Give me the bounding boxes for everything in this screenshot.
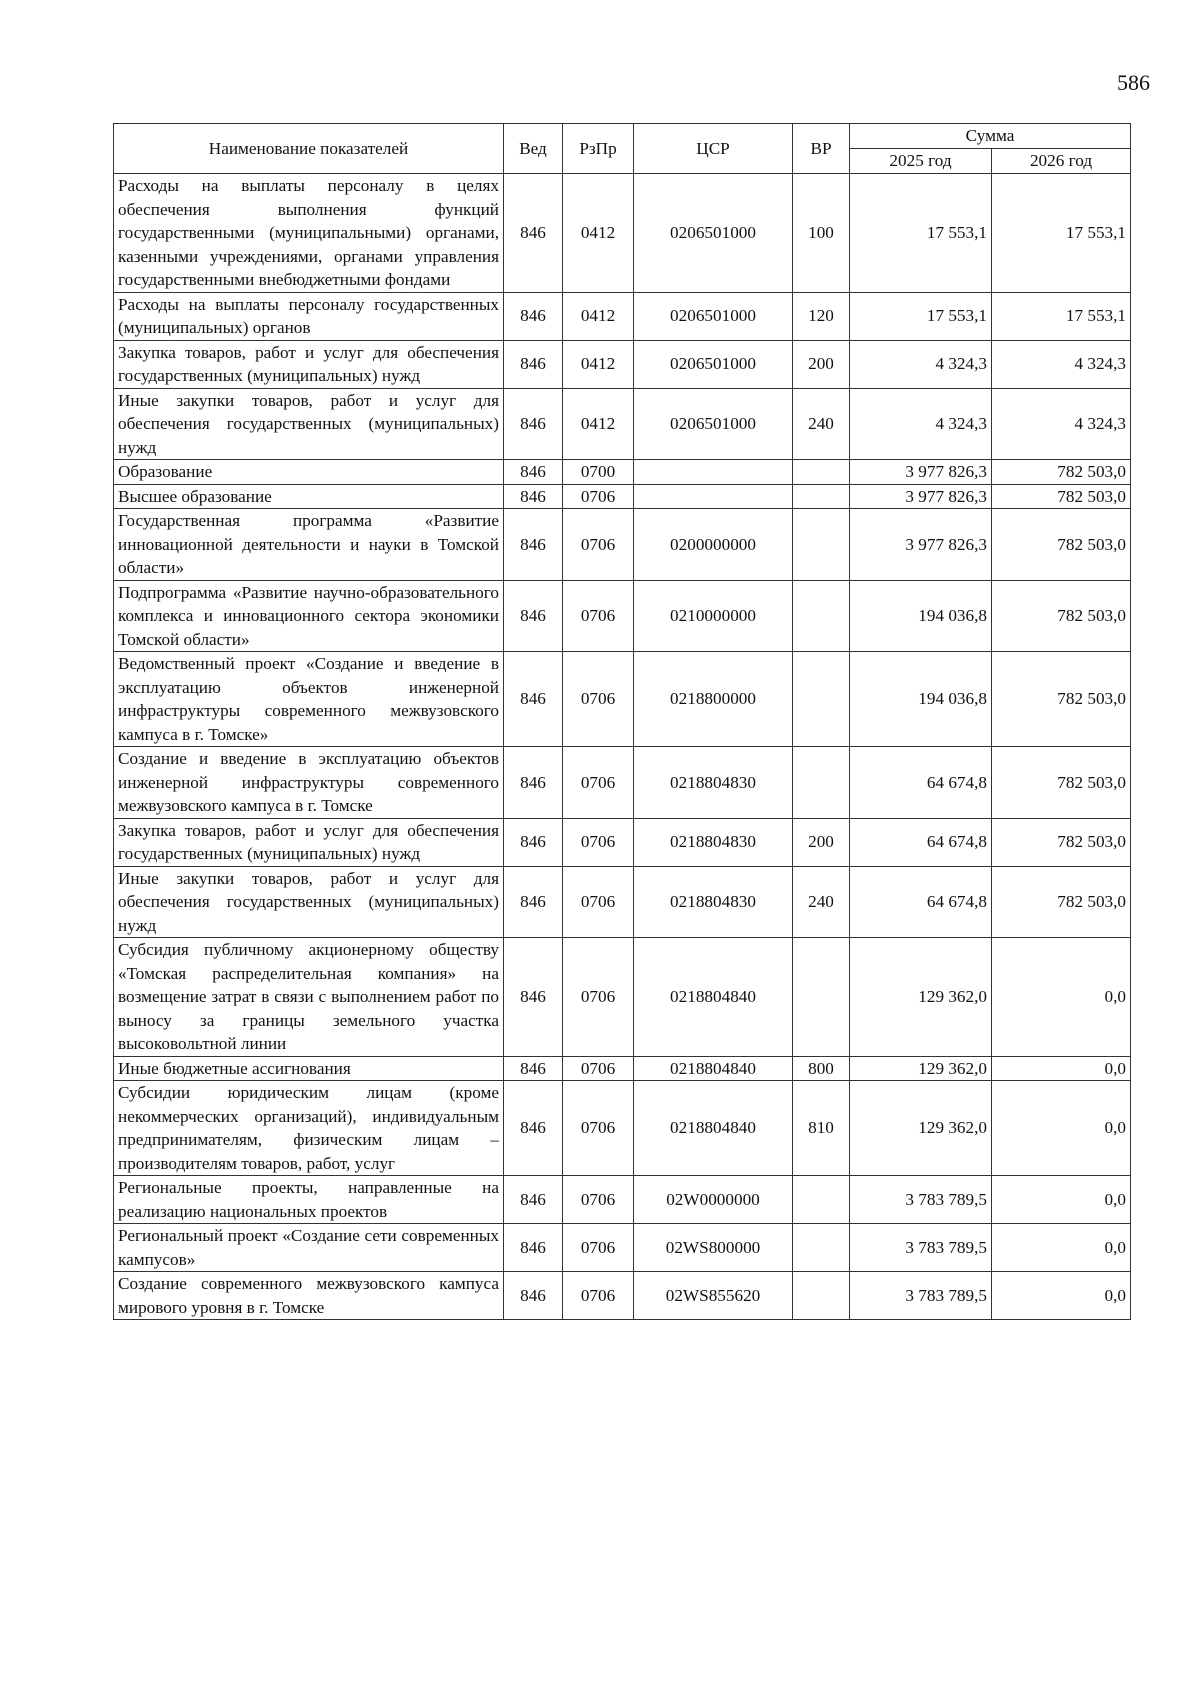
cell-rzpr: 0700	[563, 460, 634, 485]
cell-ved: 846	[504, 1081, 563, 1176]
cell-name: Региональный проект «Создание сети современных кампусов»	[114, 1224, 504, 1272]
header-name: Наименование показателей	[114, 124, 504, 174]
cell-sum-2025: 3 783 789,5	[850, 1176, 992, 1224]
header-2025: 2025 год	[850, 149, 992, 174]
header-2026: 2026 год	[992, 149, 1131, 174]
cell-sum-2026: 782 503,0	[992, 580, 1131, 652]
cell-sum-2025: 4 324,3	[850, 388, 992, 460]
header-rzpr: РзПр	[563, 124, 634, 174]
cell-vr: 810	[793, 1081, 850, 1176]
cell-rzpr: 0706	[563, 580, 634, 652]
cell-vr: 240	[793, 866, 850, 938]
cell-name: Создание современного межвузовского кампуса мирового уровня в г. Томске	[114, 1272, 504, 1320]
cell-rzpr: 0706	[563, 1176, 634, 1224]
cell-name: Региональные проекты, направленные на реализацию национальных проектов	[114, 1176, 504, 1224]
table-row	[114, 174, 1131, 293]
table-row	[114, 388, 1131, 460]
cell-sum-2026: 782 503,0	[992, 652, 1131, 747]
cell-sum-2026: 782 503,0	[992, 509, 1131, 581]
cell-ved: 846	[504, 938, 563, 1057]
cell-rzpr: 0706	[563, 509, 634, 581]
cell-rzpr: 0706	[563, 484, 634, 509]
cell-rzpr: 0706	[563, 1056, 634, 1081]
cell-rzpr: 0412	[563, 174, 634, 293]
cell-csr: 02WS800000	[634, 1224, 793, 1272]
cell-sum-2025: 3 977 826,3	[850, 484, 992, 509]
cell-vr	[793, 1224, 850, 1272]
cell-sum-2025: 129 362,0	[850, 1081, 992, 1176]
cell-sum-2026: 0,0	[992, 1056, 1131, 1081]
header-vr: ВР	[793, 124, 850, 174]
cell-ved: 846	[504, 652, 563, 747]
cell-ved: 846	[504, 818, 563, 866]
cell-sum-2026: 0,0	[992, 1272, 1131, 1320]
cell-sum-2025: 129 362,0	[850, 938, 992, 1057]
table-row	[114, 460, 1131, 485]
cell-sum-2026: 0,0	[992, 1224, 1131, 1272]
cell-vr	[793, 509, 850, 581]
table-row	[114, 938, 1131, 1057]
cell-name: Создание и введение в эксплуатацию объектов инженерной инфраструктуры современного межвузовского кампуса в г. Томске	[114, 747, 504, 819]
cell-name: Иные закупки товаров, работ и услуг для обеспечения государственных (муниципальных) нужд	[114, 388, 504, 460]
cell-csr: 0218804840	[634, 938, 793, 1057]
cell-name: Субсидии юридическим лицам (кроме некоммерческих организаций), индивидуальным предпринимателям, физическим лицам – производителям товаров, работ, услуг	[114, 1081, 504, 1176]
cell-ved: 846	[504, 580, 563, 652]
cell-sum-2026: 4 324,3	[992, 388, 1131, 460]
cell-sum-2026: 782 503,0	[992, 460, 1131, 485]
cell-name: Ведомственный проект «Создание и введение в эксплуатацию объектов инженерной инфраструктуры современного межвузовского кампуса в г. Томске»	[114, 652, 504, 747]
table-row	[114, 340, 1131, 388]
cell-csr: 0206501000	[634, 388, 793, 460]
cell-rzpr: 0706	[563, 652, 634, 747]
cell-csr: 0218804840	[634, 1081, 793, 1176]
cell-csr: 02W0000000	[634, 1176, 793, 1224]
cell-csr: 0218804830	[634, 747, 793, 819]
cell-sum-2026: 17 553,1	[992, 174, 1131, 293]
cell-sum-2026: 782 503,0	[992, 747, 1131, 819]
table-row	[114, 1056, 1131, 1081]
cell-name: Закупка товаров, работ и услуг для обеспечения государственных (муниципальных) нужд	[114, 340, 504, 388]
cell-sum-2025: 3 977 826,3	[850, 509, 992, 581]
cell-rzpr: 0412	[563, 340, 634, 388]
table-row	[114, 652, 1131, 747]
cell-sum-2025: 3 977 826,3	[850, 460, 992, 485]
cell-sum-2025: 129 362,0	[850, 1056, 992, 1081]
cell-ved: 846	[504, 1056, 563, 1081]
header-ved: Вед	[504, 124, 563, 174]
header-csr: ЦСР	[634, 124, 793, 174]
cell-vr	[793, 1176, 850, 1224]
cell-name: Высшее образование	[114, 484, 504, 509]
table-row	[114, 484, 1131, 509]
cell-rzpr: 0412	[563, 292, 634, 340]
cell-csr: 0218804840	[634, 1056, 793, 1081]
cell-ved: 846	[504, 388, 563, 460]
cell-name: Подпрограмма «Развитие научно-образовательного комплекса и инновационного сектора экономики Томской области»	[114, 580, 504, 652]
cell-sum-2025: 3 783 789,5	[850, 1272, 992, 1320]
cell-sum-2025: 4 324,3	[850, 340, 992, 388]
cell-name: Субсидия публичному акционерному обществу «Томская распределительная компания» на возмещение затрат в связи с выполнением работ по выносу за границы земельного участка высоковольтной линии	[114, 938, 504, 1057]
cell-name: Иные закупки товаров, работ и услуг для обеспечения государственных (муниципальных) нужд	[114, 866, 504, 938]
cell-sum-2025: 64 674,8	[850, 818, 992, 866]
cell-ved: 846	[504, 1272, 563, 1320]
cell-name: Расходы на выплаты персоналу государственных (муниципальных) органов	[114, 292, 504, 340]
cell-sum-2025: 194 036,8	[850, 652, 992, 747]
cell-sum-2026: 782 503,0	[992, 484, 1131, 509]
table-row	[114, 1081, 1131, 1176]
cell-csr: 0218804830	[634, 818, 793, 866]
budget-table	[113, 123, 1131, 1320]
cell-rzpr: 0706	[563, 747, 634, 819]
cell-sum-2025: 17 553,1	[850, 292, 992, 340]
cell-sum-2026: 0,0	[992, 1081, 1131, 1176]
cell-ved: 846	[504, 509, 563, 581]
cell-ved: 846	[504, 1176, 563, 1224]
cell-rzpr: 0706	[563, 938, 634, 1057]
cell-rzpr: 0706	[563, 1081, 634, 1176]
cell-sum-2026: 17 553,1	[992, 292, 1131, 340]
table-row	[114, 292, 1131, 340]
cell-sum-2026: 0,0	[992, 1176, 1131, 1224]
cell-csr: 0218804830	[634, 866, 793, 938]
cell-name: Образование	[114, 460, 504, 485]
cell-csr: 0206501000	[634, 340, 793, 388]
cell-sum-2026: 782 503,0	[992, 866, 1131, 938]
cell-vr: 120	[793, 292, 850, 340]
cell-sum-2026: 782 503,0	[992, 818, 1131, 866]
cell-rzpr: 0706	[563, 1224, 634, 1272]
cell-vr: 100	[793, 174, 850, 293]
cell-sum-2025: 3 783 789,5	[850, 1224, 992, 1272]
cell-vr	[793, 484, 850, 509]
cell-name: Закупка товаров, работ и услуг для обеспечения государственных (муниципальных) нужд	[114, 818, 504, 866]
table-row	[114, 1224, 1131, 1272]
cell-rzpr: 0706	[563, 818, 634, 866]
cell-name: Иные бюджетные ассигнования	[114, 1056, 504, 1081]
cell-csr: 0200000000	[634, 509, 793, 581]
cell-csr: 02WS855620	[634, 1272, 793, 1320]
cell-ved: 846	[504, 747, 563, 819]
cell-vr: 200	[793, 340, 850, 388]
cell-sum-2025: 64 674,8	[850, 866, 992, 938]
cell-ved: 846	[504, 292, 563, 340]
cell-vr: 240	[793, 388, 850, 460]
page-number: 586	[1117, 70, 1150, 95]
table-row	[114, 747, 1131, 819]
cell-csr	[634, 460, 793, 485]
table-row	[114, 1176, 1131, 1224]
cell-rzpr: 0412	[563, 388, 634, 460]
cell-ved: 846	[504, 340, 563, 388]
cell-name: Государственная программа «Развитие инновационной деятельности и науки в Томской области»	[114, 509, 504, 581]
cell-sum-2026: 4 324,3	[992, 340, 1131, 388]
cell-vr: 200	[793, 818, 850, 866]
cell-ved: 846	[504, 484, 563, 509]
cell-vr	[793, 460, 850, 485]
table-row	[114, 866, 1131, 938]
cell-vr	[793, 652, 850, 747]
table-row	[114, 818, 1131, 866]
cell-rzpr: 0706	[563, 1272, 634, 1320]
cell-csr: 0206501000	[634, 292, 793, 340]
cell-ved: 846	[504, 174, 563, 293]
cell-csr: 0210000000	[634, 580, 793, 652]
cell-rzpr: 0706	[563, 866, 634, 938]
table-header	[114, 124, 1131, 174]
table-row	[114, 509, 1131, 581]
cell-csr: 0206501000	[634, 174, 793, 293]
cell-csr	[634, 484, 793, 509]
cell-vr: 800	[793, 1056, 850, 1081]
table-row	[114, 580, 1131, 652]
cell-vr	[793, 938, 850, 1057]
table-body	[114, 174, 1131, 1320]
header-sum: Сумма	[850, 124, 1131, 149]
cell-sum-2025: 17 553,1	[850, 174, 992, 293]
table-row	[114, 1272, 1131, 1320]
cell-csr: 0218800000	[634, 652, 793, 747]
cell-ved: 846	[504, 866, 563, 938]
cell-vr	[793, 1272, 850, 1320]
cell-sum-2025: 194 036,8	[850, 580, 992, 652]
cell-sum-2026: 0,0	[992, 938, 1131, 1057]
cell-vr	[793, 747, 850, 819]
cell-vr	[793, 580, 850, 652]
cell-ved: 846	[504, 460, 563, 485]
cell-name: Расходы на выплаты персоналу в целях обеспечения выполнения функций государственными (муниципальными) органами, казенными учреждениями, органами управления государственными внебюджетными фондами	[114, 174, 504, 293]
cell-ved: 846	[504, 1224, 563, 1272]
cell-sum-2025: 64 674,8	[850, 747, 992, 819]
